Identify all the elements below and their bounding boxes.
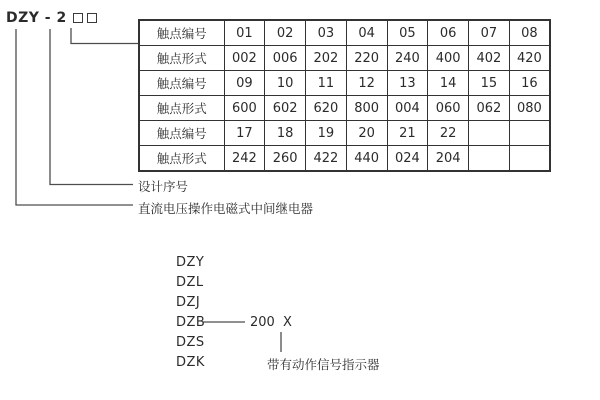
value-cell: 19 [306, 121, 347, 146]
value-cell: 05 [387, 20, 428, 46]
value-cell: 21 [387, 121, 428, 146]
model-code-dzj: DZJ [176, 295, 201, 310]
value-cell: 242 [224, 146, 265, 172]
model-code-dzb: DZB [176, 315, 206, 330]
value-cell: 04 [346, 20, 387, 46]
value-cell: 11 [306, 71, 347, 96]
model-family-list [176, 253, 205, 373]
table-row [139, 20, 550, 46]
value-cell: 08 [509, 20, 550, 46]
row-label: 触点形式 [139, 96, 224, 121]
value-cell: 602 [265, 96, 306, 121]
row-label: 触点形式 [139, 146, 224, 172]
value-cell: 14 [428, 71, 469, 96]
value-cell: 02 [265, 20, 306, 46]
placeholder-box-2 [87, 13, 97, 23]
row-label: 触点编号 [139, 20, 224, 46]
value-cell: 06 [428, 20, 469, 46]
value-cell: 024 [387, 146, 428, 172]
value-cell: 202 [306, 46, 347, 71]
row-label: 触点编号 [139, 121, 224, 146]
value-cell: 060 [428, 96, 469, 121]
value-cell: 402 [469, 46, 510, 71]
value-cell: 240 [387, 46, 428, 71]
value-cell: 420 [509, 46, 550, 71]
model-code-header [6, 10, 97, 26]
callout-line-design-serial [50, 29, 133, 185]
value-cell: 440 [346, 146, 387, 172]
value-cell: 20 [346, 121, 387, 146]
contact-code-table [138, 19, 551, 172]
value-cell [509, 146, 550, 172]
value-cell [469, 146, 510, 172]
model-code-text: DZY - 2 [6, 10, 67, 26]
table-row [139, 96, 550, 121]
design-serial-label: 设计序号 [138, 179, 189, 194]
value-cell: 12 [346, 71, 387, 96]
value-cell: 400 [428, 46, 469, 71]
value-cell: 16 [509, 71, 550, 96]
value-cell: 004 [387, 96, 428, 121]
value-cell: 080 [509, 96, 550, 121]
value-cell: 01 [224, 20, 265, 46]
value-cell [469, 121, 510, 146]
model-code-dzy: DZY [176, 255, 205, 270]
value-cell: 220 [346, 46, 387, 71]
model-code-dzs: DZS [176, 335, 205, 350]
table-row [139, 46, 550, 71]
value-cell: 17 [224, 121, 265, 146]
value-cell: 10 [265, 71, 306, 96]
value-cell: 062 [469, 96, 510, 121]
value-cell: 03 [306, 20, 347, 46]
callout-line-contact-code [71, 28, 138, 44]
callout-line-relay-type [16, 29, 133, 205]
value-cell: 260 [265, 146, 306, 172]
placeholder-boxes [73, 13, 97, 23]
relay-type-label: 直流电压操作电磁式中间继电器 [138, 201, 314, 216]
value-cell: 07 [469, 20, 510, 46]
value-cell [509, 121, 550, 146]
value-cell: 620 [306, 96, 347, 121]
value-cell: 002 [224, 46, 265, 71]
value-cell: 006 [265, 46, 306, 71]
value-cell: 13 [387, 71, 428, 96]
table-row [139, 121, 550, 146]
value-cell: 18 [265, 121, 306, 146]
value-cell: 422 [306, 146, 347, 172]
placeholder-box-1 [73, 13, 83, 23]
value-cell: 204 [428, 146, 469, 172]
value-cell: 600 [224, 96, 265, 121]
row-label: 触点编号 [139, 71, 224, 96]
value-cell: 15 [469, 71, 510, 96]
table-row [139, 71, 550, 96]
model-code-dzl: DZL [176, 275, 204, 290]
model-code-dzk: DZK [176, 355, 205, 370]
table-row [139, 146, 550, 172]
value-cell: 22 [428, 121, 469, 146]
row-label: 触点形式 [139, 46, 224, 71]
indicator-note-label: 带有动作信号指示器 [267, 357, 380, 372]
dzb-suffix-label: 200 X [250, 315, 292, 330]
value-cell: 800 [346, 96, 387, 121]
value-cell: 09 [224, 71, 265, 96]
